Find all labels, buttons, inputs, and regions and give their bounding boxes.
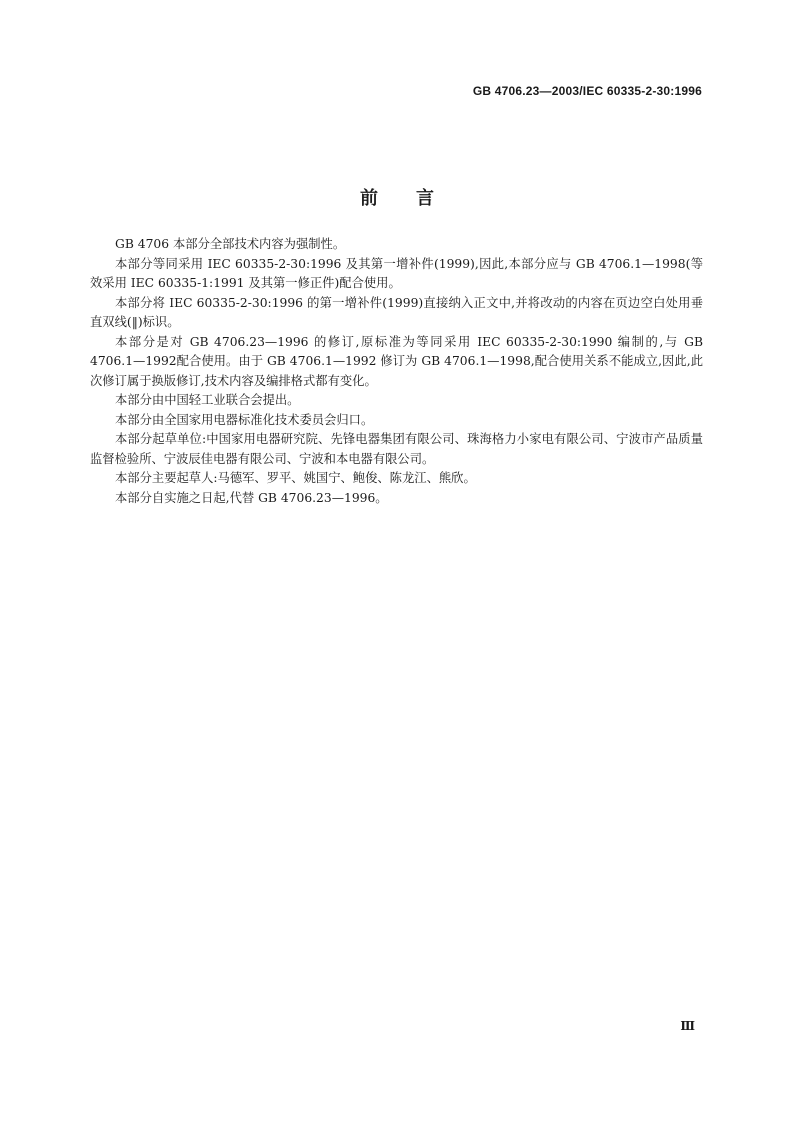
paragraph-amendment: 本部分将 IEC 60335-2-30:1996 的第一增补件(1999)直接纳入正文中,并将改动的内容在页边空白处用垂直双线(‖)标识。 [90, 295, 703, 329]
paragraph-adoption: 本部分等同采用 IEC 60335-2-30:1996 及其第一增补件(1999),因此,本部分应与 GB 4706.1—1998(等效采用 IEC 60335-1:1991 及其第一修正件)配合使用。 [90, 256, 703, 290]
paragraph-proposer: 本部分由中国轻工业联合会提出。 [115, 393, 300, 407]
paragraph-committee: 本部分由全国家用电器标准化技术委员会归口。 [115, 412, 374, 427]
paragraph-mandatory: GB 4706 本部分全部技术内容为强制性。 [115, 237, 346, 251]
paragraph-replacement: 本部分自实施之日起,代替 GB 4706.23—1996。 [115, 490, 388, 505]
paragraph-drafting-units: 本部分起草单位:中国家用电器研究院、先锋电器集团有限公司、珠海格力小家电有限公司、宁波市产品质量监督检验所、宁波辰佳电器有限公司、宁波和本电器有限公司。 [90, 432, 703, 466]
page-title: 前言 [360, 188, 472, 209]
paragraph-revision: 本部分是对 GB 4706.23—1996 的修订,原标准为等同采用 IEC 60335-2-30:1990 编制的,与 GB 4706.1—1992配合使用。由于 GB 4706.1—1992 修订为 GB 4706.1—1998,配合使用关系不能成立,因此,此次修订属于换版修订,技术内容及编排格式都有变化。 [90, 334, 703, 388]
page-number: Ⅲ [680, 1019, 695, 1033]
paragraph-drafters: 本部分主要起草人:马德军、罗平、姚国宁、鲍俊、陈龙江、熊欣。 [115, 471, 476, 485]
standard-code-header: GB 4706.23—2003/IEC 60335-2-30:1996 [472, 84, 702, 98]
foreword-body [90, 235, 703, 508]
